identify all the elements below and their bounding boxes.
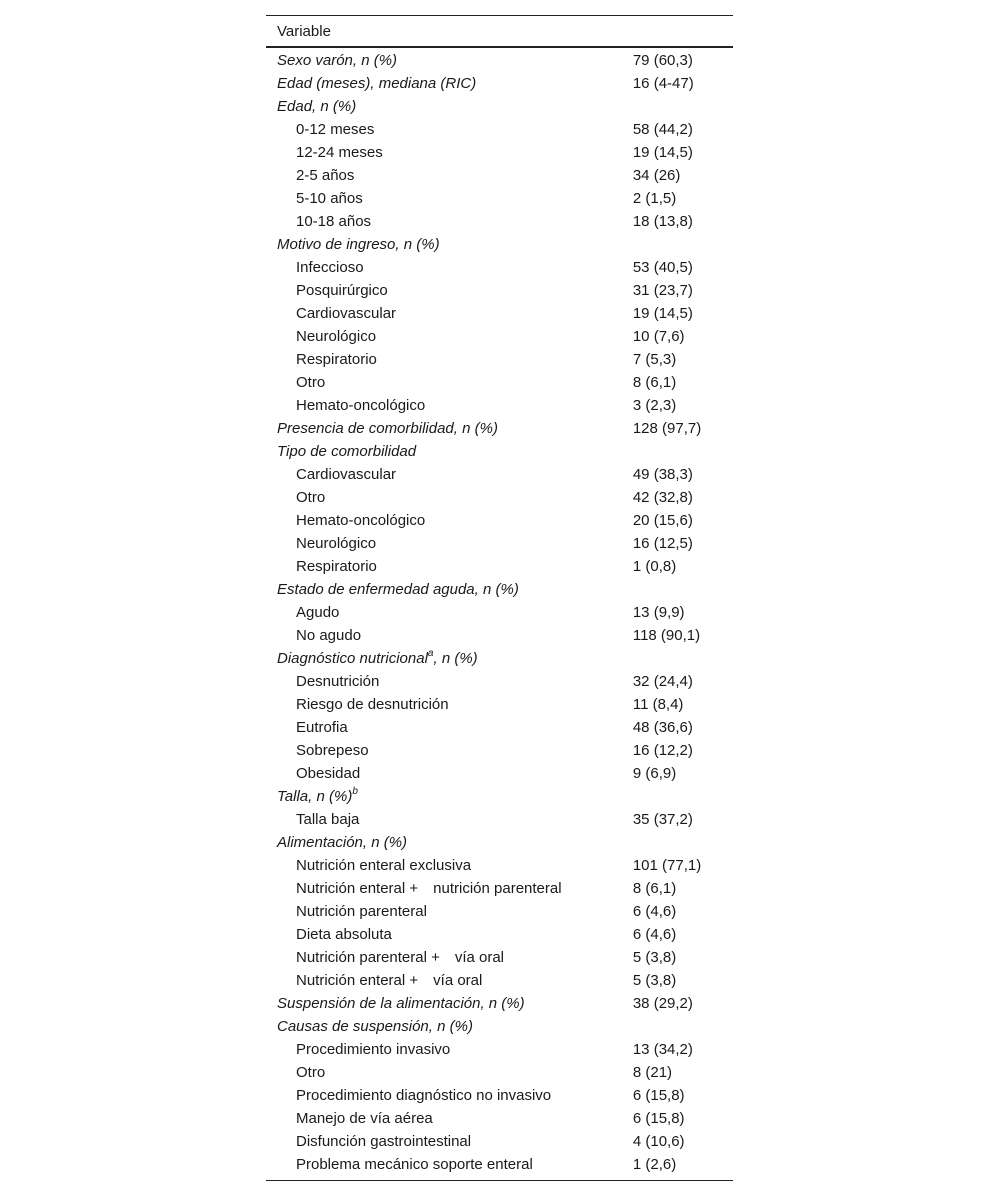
label-text: Cardiovascular — [296, 305, 397, 322]
table-row — [266, 509, 733, 532]
label-text: Neurológico — [296, 535, 377, 552]
table-row — [266, 1038, 733, 1061]
row-value: 13 (9,9) — [632, 604, 685, 621]
row-value: 8 (6,1) — [632, 374, 677, 391]
table-row — [266, 1130, 733, 1153]
row-label — [266, 808, 633, 831]
label-text: Eutrofia — [296, 719, 348, 736]
label-text: Alimentación, n (%) — [277, 834, 408, 851]
label-text: Suspensión de la alimentación, n (%) — [277, 995, 525, 1012]
row-value — [633, 647, 733, 670]
row-value: 4 (10,6) — [632, 1133, 685, 1150]
row-label — [266, 601, 633, 624]
table-row — [266, 946, 733, 969]
label-text: Agudo — [296, 604, 340, 621]
category-row — [266, 72, 733, 95]
label-text: Nutrición enteral exclusiva — [296, 857, 472, 874]
label-text: Nutrición enteral + — [296, 880, 419, 897]
row-value: 1 (2,6) — [633, 1153, 733, 1181]
row-value: 118 (90,1) — [632, 627, 701, 644]
table-row — [266, 1084, 733, 1107]
table-row — [266, 670, 733, 693]
category-label — [266, 831, 633, 854]
row-value — [633, 785, 733, 808]
row-value: 9 (6,9) — [632, 765, 677, 782]
category-label — [266, 647, 633, 670]
table-row — [266, 555, 733, 578]
table-row — [266, 808, 733, 831]
label-text: Diagnóstico nutricional — [277, 650, 428, 667]
row-value: 6 (15,8) — [632, 1087, 685, 1104]
row-label — [266, 256, 633, 279]
footnote-marker: b — [352, 786, 358, 797]
row-label — [266, 463, 633, 486]
footnote-marker: a — [427, 648, 434, 659]
label-text: Disfunción gastrointestinal — [296, 1133, 472, 1150]
row-value: 8 (21) — [632, 1064, 673, 1081]
label-text-continuation: nutrición parenteral — [433, 880, 562, 897]
table-row — [266, 302, 733, 325]
row-value: 20 (15,6) — [632, 512, 693, 529]
row-value: 16 (12,2) — [632, 742, 693, 759]
label-text: Hemato-oncológico — [296, 512, 426, 529]
row-value — [633, 1015, 733, 1038]
row-value: 19 (14,5) — [632, 305, 693, 322]
row-label — [266, 1038, 633, 1061]
row-label — [266, 1130, 633, 1153]
label-text: Manejo de vía aérea — [296, 1110, 433, 1127]
row-value: 53 (40,5) — [632, 259, 693, 276]
row-value: 6 (4,6) — [632, 926, 677, 943]
label-text-continuation: vía oral — [454, 949, 505, 966]
category-label — [266, 1015, 633, 1038]
label-text: Obesidad — [296, 765, 361, 782]
table-row — [266, 624, 733, 647]
row-value — [633, 95, 733, 118]
table-row — [266, 325, 733, 348]
row-value: 128 (97,7) — [632, 420, 702, 437]
row-label — [266, 716, 633, 739]
row-label — [266, 325, 633, 348]
label-text: Riesgo de desnutrición — [296, 696, 449, 713]
label-text: No agudo — [296, 627, 362, 644]
category-row — [266, 647, 733, 670]
label-text: Procedimiento diagnóstico no invasivo — [296, 1087, 552, 1104]
label-text: Desnutrición — [296, 673, 380, 690]
row-value: 5 (3,8) — [632, 949, 677, 966]
row-label — [266, 394, 633, 417]
label-text: Presencia de comorbilidad, n (%) — [277, 420, 498, 437]
row-label — [266, 946, 633, 969]
row-label — [266, 969, 633, 992]
table-row — [266, 1107, 733, 1130]
category-row — [266, 440, 733, 463]
label-text: Nutrición enteral + — [296, 972, 419, 989]
row-value: 5 (3,8) — [632, 972, 677, 989]
label-text: Causas de suspensión, n (%) — [277, 1018, 473, 1035]
table-row — [266, 716, 733, 739]
category-label — [266, 992, 633, 1015]
table-row — [266, 762, 733, 785]
row-value: 19 (14,5) — [632, 144, 693, 161]
category-label — [266, 417, 633, 440]
category-row — [266, 417, 733, 440]
label-text: Hemato-oncológico — [296, 397, 426, 414]
table-row — [266, 739, 733, 762]
category-label — [266, 95, 633, 118]
table-row — [266, 463, 733, 486]
row-label — [266, 187, 633, 210]
table-row — [266, 693, 733, 716]
label-text: Talla baja — [296, 811, 360, 828]
category-row — [266, 95, 733, 118]
table-row — [266, 1061, 733, 1084]
category-label — [266, 440, 633, 463]
label-text: Otro — [296, 489, 326, 506]
row-label — [266, 1107, 633, 1130]
table-row — [266, 371, 733, 394]
label-text: Nutrición parenteral + — [296, 949, 440, 966]
label-text: Sobrepeso — [296, 742, 369, 759]
row-label — [266, 371, 633, 394]
label-text: Estado de enfermedad aguda, n (%) — [277, 581, 519, 598]
row-value: 6 (4,6) — [632, 903, 677, 920]
row-label — [266, 164, 633, 187]
category-row — [266, 578, 733, 601]
row-label — [266, 555, 633, 578]
label-text: Problema mecánico soporte enteral — [296, 1156, 533, 1173]
label-text: Edad, n (%) — [277, 98, 357, 115]
characteristics-table — [266, 15, 733, 1181]
row-value: 42 (32,8) — [632, 489, 693, 506]
category-row — [266, 831, 733, 854]
label-text: Cardiovascular — [296, 466, 397, 483]
label-text: Posquirúrgico — [296, 282, 388, 299]
row-value: 6 (15,8) — [632, 1110, 685, 1127]
row-value: 48 (36,6) — [632, 719, 693, 736]
row-label — [266, 624, 633, 647]
row-value: 2 (1,5) — [632, 190, 677, 207]
label-text: Motivo de ingreso, n (%) — [277, 236, 440, 253]
table-row — [266, 854, 733, 877]
table-row — [266, 164, 733, 187]
label-text: Neurológico — [296, 328, 377, 345]
label-text: Respiratorio — [296, 351, 377, 368]
row-value — [633, 440, 733, 463]
label-suffix: , n (%) — [433, 650, 478, 667]
row-value: 34 (26) — [632, 167, 681, 184]
header-variable: Variable — [266, 16, 633, 48]
row-label — [266, 348, 633, 371]
table-row — [266, 348, 733, 371]
label-text: Edad (meses), mediana (RIC) — [277, 75, 477, 92]
row-value: 79 (60,3) — [632, 52, 693, 69]
label-text: 0-12 meses — [296, 121, 375, 138]
table-row — [266, 394, 733, 417]
row-label — [266, 118, 633, 141]
label-text: 10-18 años — [296, 213, 372, 230]
category-label — [266, 47, 633, 72]
table-row — [266, 279, 733, 302]
label-text: 2-5 años — [296, 167, 355, 184]
row-value: 3 (2,3) — [632, 397, 677, 414]
row-value: 38 (29,2) — [632, 995, 693, 1012]
table-row — [266, 969, 733, 992]
row-label — [266, 877, 633, 900]
row-label — [266, 762, 633, 785]
row-label — [266, 279, 633, 302]
row-value: 11 (8,4) — [632, 696, 684, 713]
row-value: 101 (77,1) — [632, 857, 702, 874]
category-row — [266, 1015, 733, 1038]
table-row — [266, 187, 733, 210]
row-value: 18 (13,8) — [632, 213, 693, 230]
row-value — [633, 578, 733, 601]
label-text: 12-24 meses — [296, 144, 383, 161]
row-value: 1 (0,8) — [632, 558, 677, 575]
category-row — [266, 47, 733, 72]
label-text: Nutrición parenteral — [296, 903, 427, 920]
label-text: Dieta absoluta — [296, 926, 392, 943]
table-row — [266, 486, 733, 509]
header-value — [633, 16, 733, 48]
label-text-continuation: vía oral — [433, 972, 483, 989]
category-label — [266, 785, 633, 808]
row-value: 8 (6,1) — [632, 880, 677, 897]
label-text: Respiratorio — [296, 558, 377, 575]
table-row — [266, 923, 733, 946]
row-value: 35 (37,2) — [632, 811, 693, 828]
table-header-row — [266, 16, 733, 48]
row-label — [266, 670, 633, 693]
label-text: 5-10 años — [296, 190, 363, 207]
category-row — [266, 233, 733, 256]
label-text: Sexo varón, n (%) — [277, 52, 398, 69]
table-row — [266, 118, 733, 141]
label-text: Otro — [296, 1064, 326, 1081]
table-row — [266, 141, 733, 164]
label-text: Procedimiento invasivo — [296, 1041, 451, 1058]
row-value: 58 (44,2) — [632, 121, 693, 138]
row-label — [266, 210, 633, 233]
row-label — [266, 532, 633, 555]
label-text: Otro — [296, 374, 326, 391]
category-row — [266, 785, 733, 808]
table-row — [266, 601, 733, 624]
row-label — [266, 302, 633, 325]
row-label — [266, 693, 633, 716]
table-row — [266, 900, 733, 923]
category-label — [266, 578, 633, 601]
row-label — [266, 1061, 633, 1084]
row-value: 31 (23,7) — [632, 282, 693, 299]
row-label — [266, 1084, 633, 1107]
row-label — [266, 923, 633, 946]
row-value: 16 (4-47) — [632, 75, 694, 92]
row-label — [266, 1153, 633, 1181]
category-label — [266, 72, 633, 95]
table-row — [266, 256, 733, 279]
row-value: 49 (38,3) — [632, 466, 693, 483]
row-label — [266, 900, 633, 923]
label-text: Talla, n (%) — [277, 788, 353, 805]
characteristics-table-container — [266, 15, 733, 1181]
label-text: Infeccioso — [296, 259, 364, 276]
row-value — [633, 831, 733, 854]
row-label — [266, 509, 633, 532]
label-text: Tipo de comorbilidad — [277, 443, 417, 460]
table-row — [266, 532, 733, 555]
table-row — [266, 1153, 733, 1181]
category-label — [266, 233, 633, 256]
table-row — [266, 877, 733, 900]
row-label — [266, 141, 633, 164]
row-value — [633, 233, 733, 256]
table-body — [266, 47, 733, 1181]
row-value: 16 (12,5) — [632, 535, 693, 552]
row-label — [266, 739, 633, 762]
table-row — [266, 210, 733, 233]
row-label — [266, 486, 633, 509]
category-row — [266, 992, 733, 1015]
row-value: 32 (24,4) — [632, 673, 693, 690]
row-value: 13 (34,2) — [632, 1041, 693, 1058]
row-value: 7 (5,3) — [632, 351, 677, 368]
row-value: 10 (7,6) — [632, 328, 685, 345]
row-label — [266, 854, 633, 877]
